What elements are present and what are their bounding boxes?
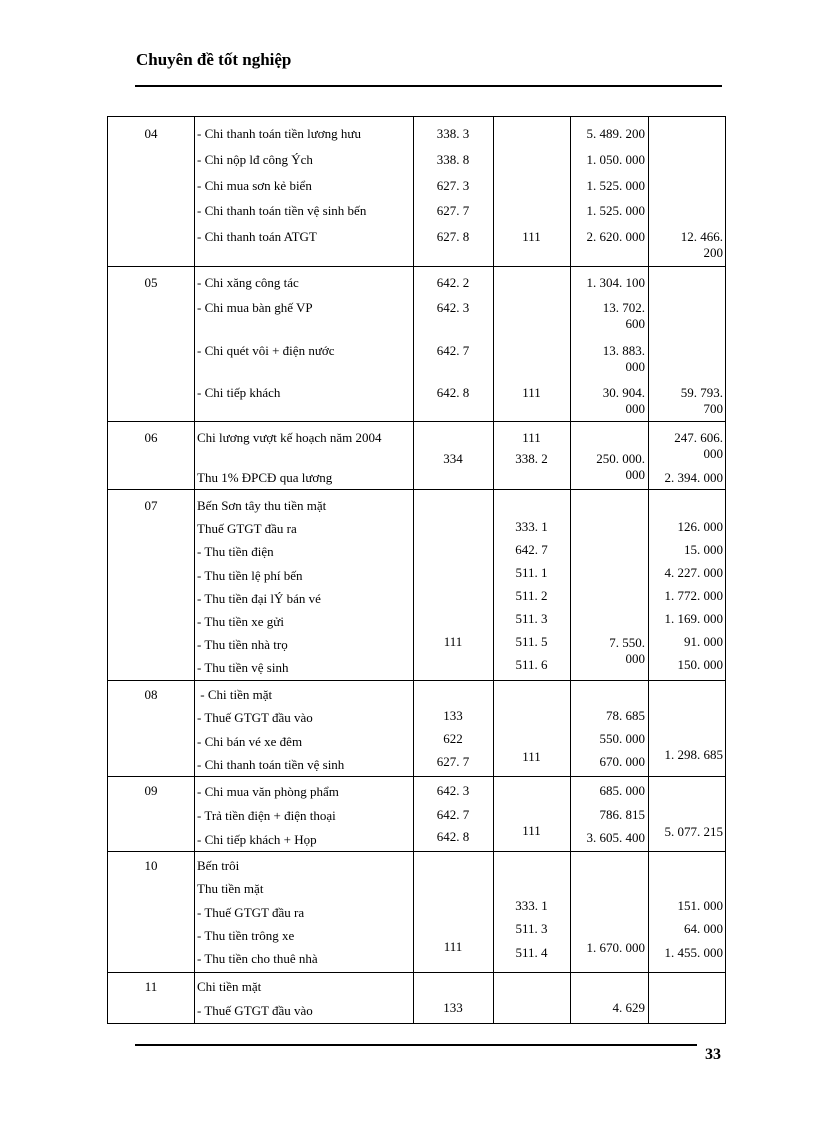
line-description: Chi lương vượt kế hoạch năm 2004	[197, 430, 382, 445]
line-total: 1. 455. 000	[664, 945, 723, 960]
contra-account: 111	[522, 229, 541, 244]
contra-account: 511. 4	[515, 945, 548, 960]
line-account: 111	[443, 634, 463, 649]
line-description: - Thu tiền vệ sinh	[197, 660, 289, 675]
line-description: - Chi nộp lđ công Ých	[197, 152, 313, 167]
contra-account: 511. 6	[515, 657, 548, 672]
entry-heading: - Chi tiền mặt	[197, 687, 273, 702]
line-description: - Thu tiền xe gửi	[197, 614, 284, 629]
line-description: - Thu tiền điện	[197, 544, 274, 559]
entry-heading: Chi tiền mặt	[197, 979, 262, 994]
line-total: 1. 169. 000	[664, 611, 723, 626]
line-amount: 1. 525. 000	[586, 178, 645, 193]
line-amount: 1. 525. 000	[586, 203, 645, 218]
line-description: Thuế GTGT đầu ra	[197, 521, 297, 536]
line-total: 91. 000	[684, 634, 723, 649]
contra-account: 511. 1	[515, 565, 548, 580]
line-account: 627. 8	[436, 229, 470, 244]
line-description: - Chi mua văn phòng phẩm	[197, 784, 339, 799]
line-description: - Chi xăng công tác	[197, 275, 299, 290]
entry-code: 09	[144, 783, 158, 798]
line-amount: 1. 670. 000	[586, 940, 645, 955]
contra-account: 111	[522, 823, 541, 838]
line-amount: 13. 883. 000	[602, 343, 645, 374]
entry-code: 10	[144, 858, 158, 873]
header-rule	[135, 85, 722, 87]
block-total: 2. 394. 000	[664, 470, 723, 485]
line-description: - Chi bán vé xe đêm	[197, 734, 303, 749]
line-description: - Chi quét vôi + điện nước	[197, 343, 335, 358]
line-account: 642. 2	[436, 275, 470, 290]
contra-account: 333. 1	[515, 898, 548, 913]
line-description: - Thu tiền lệ phí bến	[197, 568, 303, 583]
line-amount: 4. 629	[612, 1000, 645, 1015]
ledger-block-06	[107, 422, 726, 490]
ledger-block-11	[107, 973, 726, 1024]
line-account: 334	[443, 451, 463, 466]
line-description: - Chi thanh toán tiền vệ sinh	[197, 757, 345, 772]
line-total: 126. 000	[677, 519, 723, 534]
entry-code: 11	[144, 979, 158, 994]
line-total: 151. 000	[677, 898, 723, 913]
contra-account: 111	[522, 749, 541, 764]
line-account: 642. 7	[436, 343, 470, 358]
line-account: 622	[443, 731, 463, 746]
line-description: - Thu tiền đại lÝ bán vé	[197, 591, 321, 606]
line-total: 64. 000	[684, 921, 723, 936]
line-account: 111	[443, 939, 463, 954]
ledger-block-07	[107, 490, 726, 681]
line-account: 133	[443, 708, 463, 723]
line-total: 1. 772. 000	[664, 588, 723, 603]
entry-code: 08	[144, 687, 158, 702]
line-description: - Thu tiền trông xe	[197, 928, 295, 943]
block-total: 5. 077. 215	[664, 824, 723, 839]
line-description: - Trả tiền điện + điện thoại	[197, 808, 336, 823]
line-description: - Thu tiền nhà trọ	[197, 637, 288, 652]
entry-code: 06	[144, 430, 158, 445]
line-total: 150. 000	[677, 657, 723, 672]
line-account: 642. 8	[436, 829, 470, 844]
line-account: 642. 3	[436, 783, 470, 798]
line-description: - Chi thanh toán tiền lương hưu	[197, 126, 361, 141]
entry-code: 04	[144, 126, 158, 141]
ledger-block-09	[107, 777, 726, 852]
line-amount: 250. 000. 000	[596, 451, 645, 482]
line-account: 627. 3	[436, 178, 470, 193]
line-description: - Chi mua sơn kẻ biển	[197, 178, 312, 193]
line-description: - Chi mua bàn ghế VP	[197, 300, 313, 315]
contra-account: 511. 3	[515, 611, 548, 626]
line-amount: 13. 702. 600	[602, 300, 645, 331]
line-account: 133	[443, 1000, 463, 1015]
ledger-block-04	[107, 116, 726, 267]
line-amount: 5. 489. 200	[586, 126, 645, 141]
ledger-table	[107, 116, 726, 1024]
line-amount: 1. 304. 100	[586, 275, 645, 290]
line-account: 338. 3	[436, 126, 470, 141]
line-amount: 786. 815	[599, 807, 645, 822]
line-amount: 2. 620. 000	[586, 229, 645, 244]
line-amount: 3. 605. 400	[586, 830, 645, 845]
line-total: 15. 000	[684, 542, 723, 557]
contra-account: 511. 5	[515, 634, 548, 649]
line-amount: 30. 904. 000	[602, 385, 645, 416]
page-header-title: Chuyên đề tốt nghiệp	[136, 50, 292, 69]
contra-account: 338. 2	[515, 451, 548, 466]
entry-heading: Thu tiền mặt	[197, 881, 264, 896]
line-description: - Thuế GTGT đầu vào	[197, 710, 313, 725]
block-total: 12. 466. 200	[680, 229, 723, 260]
line-amount: 1. 050. 000	[586, 152, 645, 167]
entry-code: 07	[144, 498, 158, 513]
line-description: Thu 1% ĐPCĐ qua lương	[197, 470, 333, 485]
entry-code: 05	[144, 275, 158, 290]
line-description: - Thuế GTGT đầu ra	[197, 905, 305, 920]
contra-account: 111	[522, 430, 541, 445]
block-total: 1. 298. 685	[664, 747, 723, 762]
page-number: 33	[705, 1046, 721, 1063]
ledger-block-10	[107, 852, 726, 973]
line-amount: 78. 685	[606, 708, 645, 723]
contra-account: 511. 3	[515, 921, 548, 936]
footer-rule	[135, 1044, 697, 1046]
contra-account: 111	[522, 385, 541, 400]
line-description: - Chi tiếp khách + Họp	[197, 832, 317, 847]
ledger-block-08	[107, 681, 726, 777]
line-amount: 685. 000	[599, 783, 645, 798]
ledger-block-05	[107, 267, 726, 422]
line-account: 627. 7	[436, 754, 470, 769]
block-total: 59. 793. 700	[680, 385, 723, 416]
line-account: 642. 7	[436, 807, 470, 822]
line-description: - Chi tiếp khách	[197, 385, 281, 400]
line-description: - Thu tiền cho thuê nhà	[197, 951, 318, 966]
contra-account: 333. 1	[515, 519, 548, 534]
contra-account: 511. 2	[515, 588, 548, 603]
line-amount: 7. 550. 000	[609, 635, 645, 666]
line-account: 642. 8	[436, 385, 470, 400]
line-description: - Chi thanh toán ATGT	[197, 229, 317, 244]
block-total: 247. 606. 000	[674, 430, 723, 461]
line-description: - Thuế GTGT đầu vào	[197, 1003, 313, 1018]
contra-account: 642. 7	[515, 542, 548, 557]
line-description: - Chi thanh toán tiền vệ sinh bến	[197, 203, 367, 218]
line-amount: 550. 000	[599, 731, 645, 746]
line-account: 627. 7	[436, 203, 470, 218]
line-total: 4. 227. 000	[664, 565, 723, 580]
entry-heading: Bến trôi	[197, 858, 240, 873]
line-amount: 670. 000	[599, 754, 645, 769]
line-account: 338. 8	[436, 152, 470, 167]
entry-heading: Bến Sơn tây thu tiền mặt	[197, 498, 327, 513]
line-account: 642. 3	[436, 300, 470, 315]
